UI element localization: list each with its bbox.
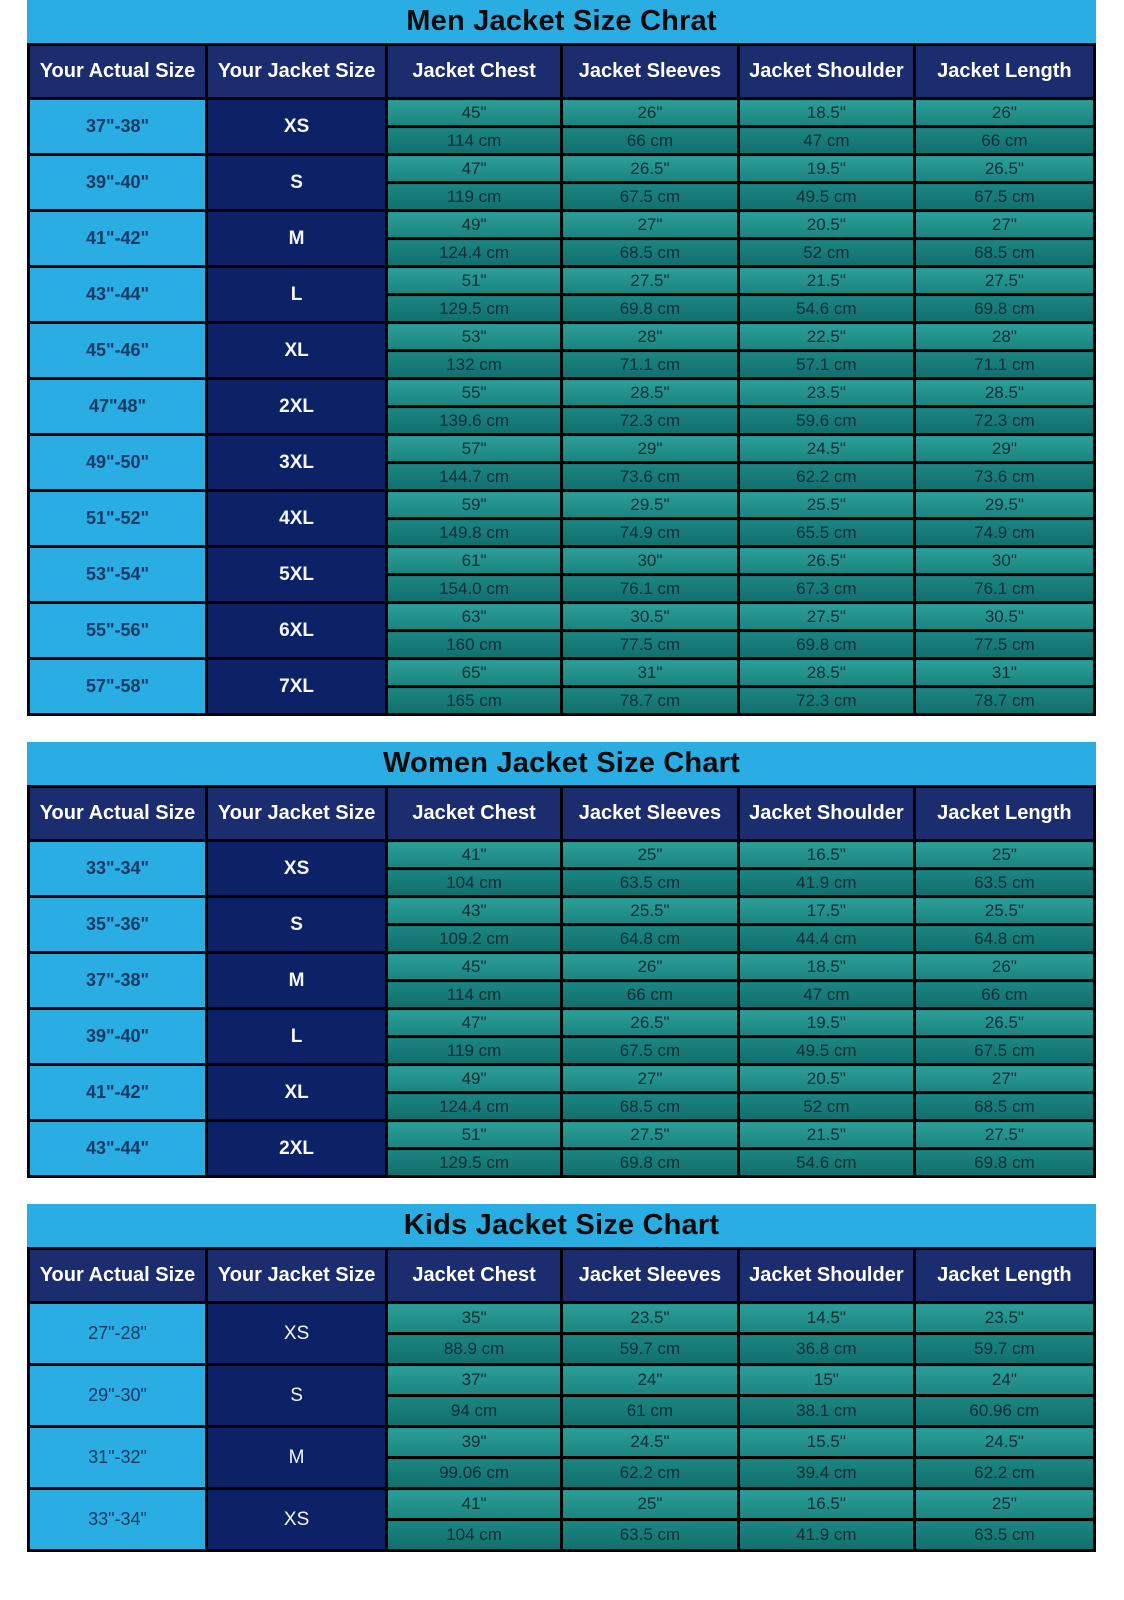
column-header: Your Actual Size [29, 1249, 207, 1303]
measurement-cm-cell: 78.7 cm [561, 687, 738, 715]
measurement-inch-cell: 47" [387, 155, 562, 183]
measurement-inch-cell: 24.5" [914, 1427, 1094, 1458]
measurement-inch-cell: 27" [561, 211, 738, 239]
actual-size-cell: 39"-40" [29, 155, 207, 211]
measurement-inch-cell: 27" [561, 1065, 738, 1093]
measurement-inch-cell: 18.5" [738, 99, 914, 127]
table-header [29, 787, 1095, 841]
measurement-cm-cell: 104 cm [387, 1520, 562, 1551]
column-header: Jacket Shoulder [738, 1249, 914, 1303]
actual-size-cell: 33"-34" [29, 1489, 207, 1551]
measurement-inch-cell: 25.5" [561, 897, 738, 925]
column-header: Your Actual Size [29, 45, 207, 99]
actual-size-cell: 37"-38" [29, 953, 207, 1009]
jacket-size-cell: 6XL [207, 603, 387, 659]
measurement-cm-cell: 67.3 cm [738, 575, 914, 603]
measurement-inch-cell: 26" [561, 99, 738, 127]
measurement-inch-cell: 37" [387, 1365, 562, 1396]
tables-root [27, 0, 1096, 1552]
measurement-inch-cell: 26" [561, 953, 738, 981]
measurement-inch-cell: 23.5" [561, 1303, 738, 1334]
measurement-cm-cell: 119 cm [387, 1037, 562, 1065]
actual-size-cell: 47"48" [29, 379, 207, 435]
measurement-cm-cell: 94 cm [387, 1396, 562, 1427]
column-header: Jacket Shoulder [738, 45, 914, 99]
measurement-inch-cell: 26" [914, 99, 1094, 127]
measurement-cm-cell: 71.1 cm [914, 351, 1094, 379]
measurement-inch-cell: 28.5" [561, 379, 738, 407]
measurement-cm-cell: 49.5 cm [738, 1037, 914, 1065]
measurement-cm-cell: 68.5 cm [914, 1093, 1094, 1121]
size-row-inches [29, 659, 1095, 687]
measurement-cm-cell: 47 cm [738, 127, 914, 155]
jacket-size-cell: XS [207, 1489, 387, 1551]
jacket-size-cell: M [207, 953, 387, 1009]
measurement-inch-cell: 28.5" [738, 659, 914, 687]
actual-size-cell: 57"-58" [29, 659, 207, 715]
measurement-cm-cell: 59.7 cm [561, 1334, 738, 1365]
men-size-chart [27, 0, 1096, 716]
measurement-cm-cell: 149.8 cm [387, 519, 562, 547]
column-header: Jacket Sleeves [561, 45, 738, 99]
jacket-size-cell: XS [207, 841, 387, 897]
measurement-inch-cell: 24.5" [738, 435, 914, 463]
size-row-inches [29, 1489, 1095, 1520]
measurement-cm-cell: 66 cm [561, 981, 738, 1009]
measurement-cm-cell: 129.5 cm [387, 295, 562, 323]
measurement-inch-cell: 24" [914, 1365, 1094, 1396]
measurement-inch-cell: 29.5" [561, 491, 738, 519]
size-table [27, 43, 1096, 716]
measurement-inch-cell: 23.5" [738, 379, 914, 407]
column-header: Jacket Sleeves [561, 1249, 738, 1303]
measurement-cm-cell: 72.3 cm [738, 687, 914, 715]
measurement-inch-cell: 21.5" [738, 267, 914, 295]
measurement-inch-cell: 28" [914, 323, 1094, 351]
measurement-inch-cell: 26.5" [561, 155, 738, 183]
measurement-cm-cell: 99.06 cm [387, 1458, 562, 1489]
measurement-cm-cell: 72.3 cm [914, 407, 1094, 435]
measurement-inch-cell: 24" [561, 1365, 738, 1396]
header-row [29, 787, 1095, 841]
measurement-cm-cell: 49.5 cm [738, 183, 914, 211]
column-header: Jacket Chest [387, 787, 562, 841]
actual-size-cell: 35"-36" [29, 897, 207, 953]
measurement-inch-cell: 16.5" [738, 1489, 914, 1520]
actual-size-cell: 29"-30" [29, 1365, 207, 1427]
measurement-inch-cell: 25" [914, 841, 1094, 869]
measurement-inch-cell: 43" [387, 897, 562, 925]
measurement-inch-cell: 65" [387, 659, 562, 687]
jacket-size-cell: 2XL [207, 1121, 387, 1177]
size-row-inches [29, 99, 1095, 127]
measurement-inch-cell: 19.5" [738, 1009, 914, 1037]
measurement-cm-cell: 69.8 cm [738, 631, 914, 659]
measurement-cm-cell: 59.7 cm [914, 1334, 1094, 1365]
measurement-cm-cell: 73.6 cm [561, 463, 738, 491]
measurement-inch-cell: 55" [387, 379, 562, 407]
jacket-size-cell: M [207, 1427, 387, 1489]
measurement-inch-cell: 26.5" [738, 547, 914, 575]
column-header: Jacket Sleeves [561, 787, 738, 841]
column-header: Your Jacket Size [207, 1249, 387, 1303]
measurement-cm-cell: 64.8 cm [914, 925, 1094, 953]
measurement-cm-cell: 68.5 cm [561, 239, 738, 267]
measurement-cm-cell: 62.2 cm [738, 463, 914, 491]
measurement-inch-cell: 27" [914, 1065, 1094, 1093]
measurement-cm-cell: 54.6 cm [738, 1149, 914, 1177]
measurement-cm-cell: 114 cm [387, 127, 562, 155]
men-chart-title: Men Jacket Size Chrat [27, 0, 1096, 43]
actual-size-cell: 27"-28" [29, 1303, 207, 1365]
column-header: Jacket Length [914, 787, 1094, 841]
measurement-cm-cell: 62.2 cm [561, 1458, 738, 1489]
measurement-inch-cell: 28.5" [914, 379, 1094, 407]
measurement-cm-cell: 132 cm [387, 351, 562, 379]
measurement-cm-cell: 67.5 cm [561, 183, 738, 211]
size-row-inches [29, 379, 1095, 407]
measurement-cm-cell: 52 cm [738, 239, 914, 267]
measurement-cm-cell: 61 cm [561, 1396, 738, 1427]
measurement-cm-cell: 78.7 cm [914, 687, 1094, 715]
size-table [27, 785, 1096, 1178]
size-row-inches [29, 1365, 1095, 1396]
actual-size-cell: 45"-46" [29, 323, 207, 379]
actual-size-cell: 43"-44" [29, 267, 207, 323]
measurement-cm-cell: 67.5 cm [561, 1037, 738, 1065]
measurement-cm-cell: 39.4 cm [738, 1458, 914, 1489]
measurement-cm-cell: 38.1 cm [738, 1396, 914, 1427]
measurement-cm-cell: 44.4 cm [738, 925, 914, 953]
women-size-chart [27, 742, 1096, 1178]
measurement-cm-cell: 47 cm [738, 981, 914, 1009]
column-header: Jacket Chest [387, 1249, 562, 1303]
measurement-cm-cell: 77.5 cm [914, 631, 1094, 659]
size-row-inches [29, 211, 1095, 239]
measurement-cm-cell: 139.6 cm [387, 407, 562, 435]
measurement-inch-cell: 45" [387, 99, 562, 127]
measurement-inch-cell: 25" [561, 841, 738, 869]
measurement-inch-cell: 35" [387, 1303, 562, 1334]
measurement-cm-cell: 41.9 cm [738, 869, 914, 897]
actual-size-cell: 51"-52" [29, 491, 207, 547]
measurement-inch-cell: 29" [561, 435, 738, 463]
measurement-cm-cell: 66 cm [914, 981, 1094, 1009]
jacket-size-cell: S [207, 1365, 387, 1427]
measurement-inch-cell: 27" [914, 211, 1094, 239]
measurement-inch-cell: 53" [387, 323, 562, 351]
women-chart-title: Women Jacket Size Chart [27, 742, 1096, 785]
size-row-inches [29, 435, 1095, 463]
actual-size-cell: 39"-40" [29, 1009, 207, 1065]
measurement-cm-cell: 69.8 cm [914, 1149, 1094, 1177]
measurement-cm-cell: 165 cm [387, 687, 562, 715]
measurement-inch-cell: 17.5" [738, 897, 914, 925]
measurement-inch-cell: 18.5" [738, 953, 914, 981]
measurement-cm-cell: 60.96 cm [914, 1396, 1094, 1427]
jacket-size-cell: 2XL [207, 379, 387, 435]
measurement-inch-cell: 57" [387, 435, 562, 463]
measurement-cm-cell: 63.5 cm [561, 869, 738, 897]
measurement-cm-cell: 160 cm [387, 631, 562, 659]
jacket-size-cell: XS [207, 99, 387, 155]
measurement-cm-cell: 129.5 cm [387, 1149, 562, 1177]
measurement-cm-cell: 119 cm [387, 183, 562, 211]
measurement-cm-cell: 124.4 cm [387, 239, 562, 267]
actual-size-cell: 43"-44" [29, 1121, 207, 1177]
measurement-inch-cell: 25" [914, 1489, 1094, 1520]
measurement-cm-cell: 109.2 cm [387, 925, 562, 953]
measurement-cm-cell: 76.1 cm [561, 575, 738, 603]
measurement-inch-cell: 15" [738, 1365, 914, 1396]
jacket-size-cell: XS [207, 1303, 387, 1365]
jacket-size-cell: S [207, 897, 387, 953]
actual-size-cell: 41"-42" [29, 211, 207, 267]
size-row-inches [29, 1427, 1095, 1458]
measurement-inch-cell: 22.5" [738, 323, 914, 351]
jacket-size-cell: L [207, 267, 387, 323]
measurement-inch-cell: 29" [914, 435, 1094, 463]
measurement-inch-cell: 39" [387, 1427, 562, 1458]
measurement-inch-cell: 31" [561, 659, 738, 687]
measurement-inch-cell: 16.5" [738, 841, 914, 869]
size-row-inches [29, 841, 1095, 869]
column-header: Jacket Shoulder [738, 787, 914, 841]
column-header: Your Jacket Size [207, 787, 387, 841]
header-row [29, 1249, 1095, 1303]
measurement-cm-cell: 77.5 cm [561, 631, 738, 659]
measurement-cm-cell: 76.1 cm [914, 575, 1094, 603]
measurement-inch-cell: 26.5" [914, 155, 1094, 183]
size-row-inches [29, 155, 1095, 183]
measurement-inch-cell: 51" [387, 267, 562, 295]
measurement-inch-cell: 30.5" [914, 603, 1094, 631]
kids-size-chart [27, 1204, 1096, 1552]
measurement-cm-cell: 65.5 cm [738, 519, 914, 547]
actual-size-cell: 37"-38" [29, 99, 207, 155]
actual-size-cell: 33"-34" [29, 841, 207, 897]
measurement-cm-cell: 124.4 cm [387, 1093, 562, 1121]
measurement-cm-cell: 74.9 cm [561, 519, 738, 547]
actual-size-cell: 53"-54" [29, 547, 207, 603]
jacket-size-cell: 5XL [207, 547, 387, 603]
measurement-cm-cell: 63.5 cm [561, 1520, 738, 1551]
column-header: Your Actual Size [29, 787, 207, 841]
measurement-cm-cell: 67.5 cm [914, 1037, 1094, 1065]
jacket-size-cell: XL [207, 323, 387, 379]
jacket-size-cell: 4XL [207, 491, 387, 547]
table-body [29, 99, 1095, 715]
measurement-inch-cell: 59" [387, 491, 562, 519]
measurement-inch-cell: 27.5" [561, 1121, 738, 1149]
measurement-inch-cell: 25.5" [914, 897, 1094, 925]
jacket-size-cell: M [207, 211, 387, 267]
column-header: Jacket Length [914, 45, 1094, 99]
measurement-inch-cell: 26.5" [561, 1009, 738, 1037]
measurement-cm-cell: 114 cm [387, 981, 562, 1009]
measurement-inch-cell: 27.5" [561, 267, 738, 295]
table-body [29, 1303, 1095, 1551]
column-header: Your Jacket Size [207, 45, 387, 99]
measurement-inch-cell: 30" [561, 547, 738, 575]
measurement-cm-cell: 59.6 cm [738, 407, 914, 435]
jacket-size-cell: 7XL [207, 659, 387, 715]
measurement-cm-cell: 69.8 cm [561, 295, 738, 323]
measurement-inch-cell: 26.5" [914, 1009, 1094, 1037]
size-row-inches [29, 1009, 1095, 1037]
measurement-inch-cell: 30.5" [561, 603, 738, 631]
measurement-inch-cell: 20.5" [738, 211, 914, 239]
measurement-cm-cell: 104 cm [387, 869, 562, 897]
measurement-cm-cell: 72.3 cm [561, 407, 738, 435]
measurement-inch-cell: 49" [387, 1065, 562, 1093]
size-row-inches [29, 1303, 1095, 1334]
measurement-cm-cell: 63.5 cm [914, 869, 1094, 897]
measurement-cm-cell: 69.8 cm [914, 295, 1094, 323]
column-header: Jacket Chest [387, 45, 562, 99]
size-table [27, 1247, 1096, 1552]
actual-size-cell: 41"-42" [29, 1065, 207, 1121]
actual-size-cell: 49"-50" [29, 435, 207, 491]
measurement-inch-cell: 23.5" [914, 1303, 1094, 1334]
measurement-cm-cell: 88.9 cm [387, 1334, 562, 1365]
measurement-inch-cell: 25" [561, 1489, 738, 1520]
kids-chart-title: Kids Jacket Size Chart [27, 1204, 1096, 1247]
table-body [29, 841, 1095, 1177]
measurement-inch-cell: 63" [387, 603, 562, 631]
measurement-cm-cell: 74.9 cm [914, 519, 1094, 547]
measurement-inch-cell: 41" [387, 1489, 562, 1520]
actual-size-cell: 55"-56" [29, 603, 207, 659]
measurement-inch-cell: 24.5" [561, 1427, 738, 1458]
size-row-inches [29, 491, 1095, 519]
measurement-cm-cell: 64.8 cm [561, 925, 738, 953]
jacket-size-cell: XL [207, 1065, 387, 1121]
measurement-inch-cell: 20.5" [738, 1065, 914, 1093]
measurement-cm-cell: 52 cm [738, 1093, 914, 1121]
measurement-inch-cell: 61" [387, 547, 562, 575]
size-row-inches [29, 897, 1095, 925]
measurement-inch-cell: 51" [387, 1121, 562, 1149]
actual-size-cell: 31"-32" [29, 1427, 207, 1489]
measurement-cm-cell: 71.1 cm [561, 351, 738, 379]
measurement-cm-cell: 144.7 cm [387, 463, 562, 491]
measurement-inch-cell: 14.5" [738, 1303, 914, 1334]
measurement-cm-cell: 73.6 cm [914, 463, 1094, 491]
measurement-cm-cell: 69.8 cm [561, 1149, 738, 1177]
measurement-inch-cell: 15.5" [738, 1427, 914, 1458]
size-row-inches [29, 953, 1095, 981]
measurement-inch-cell: 29.5" [914, 491, 1094, 519]
measurement-cm-cell: 154.0 cm [387, 575, 562, 603]
jacket-size-cell: 3XL [207, 435, 387, 491]
table-header [29, 1249, 1095, 1303]
measurement-inch-cell: 49" [387, 211, 562, 239]
measurement-inch-cell: 41" [387, 841, 562, 869]
measurement-inch-cell: 30" [914, 547, 1094, 575]
measurement-cm-cell: 68.5 cm [561, 1093, 738, 1121]
jacket-size-cell: S [207, 155, 387, 211]
measurement-cm-cell: 68.5 cm [914, 239, 1094, 267]
size-row-inches [29, 1065, 1095, 1093]
measurement-cm-cell: 62.2 cm [914, 1458, 1094, 1489]
column-header: Jacket Length [914, 1249, 1094, 1303]
measurement-inch-cell: 27.5" [914, 267, 1094, 295]
size-row-inches [29, 267, 1095, 295]
measurement-inch-cell: 47" [387, 1009, 562, 1037]
measurement-inch-cell: 28" [561, 323, 738, 351]
measurement-inch-cell: 21.5" [738, 1121, 914, 1149]
measurement-inch-cell: 31" [914, 659, 1094, 687]
measurement-cm-cell: 41.9 cm [738, 1520, 914, 1551]
measurement-cm-cell: 67.5 cm [914, 183, 1094, 211]
size-row-inches [29, 1121, 1095, 1149]
measurement-inch-cell: 27.5" [738, 603, 914, 631]
measurement-inch-cell: 19.5" [738, 155, 914, 183]
measurement-cm-cell: 54.6 cm [738, 295, 914, 323]
table-header [29, 45, 1095, 99]
measurement-inch-cell: 27.5" [914, 1121, 1094, 1149]
measurement-cm-cell: 66 cm [561, 127, 738, 155]
measurement-cm-cell: 63.5 cm [914, 1520, 1094, 1551]
measurement-cm-cell: 36.8 cm [738, 1334, 914, 1365]
measurement-inch-cell: 45" [387, 953, 562, 981]
measurement-cm-cell: 66 cm [914, 127, 1094, 155]
header-row [29, 45, 1095, 99]
measurement-inch-cell: 26" [914, 953, 1094, 981]
jacket-size-cell: L [207, 1009, 387, 1065]
size-row-inches [29, 323, 1095, 351]
measurement-inch-cell: 25.5" [738, 491, 914, 519]
measurement-cm-cell: 57.1 cm [738, 351, 914, 379]
size-row-inches [29, 603, 1095, 631]
size-row-inches [29, 547, 1095, 575]
